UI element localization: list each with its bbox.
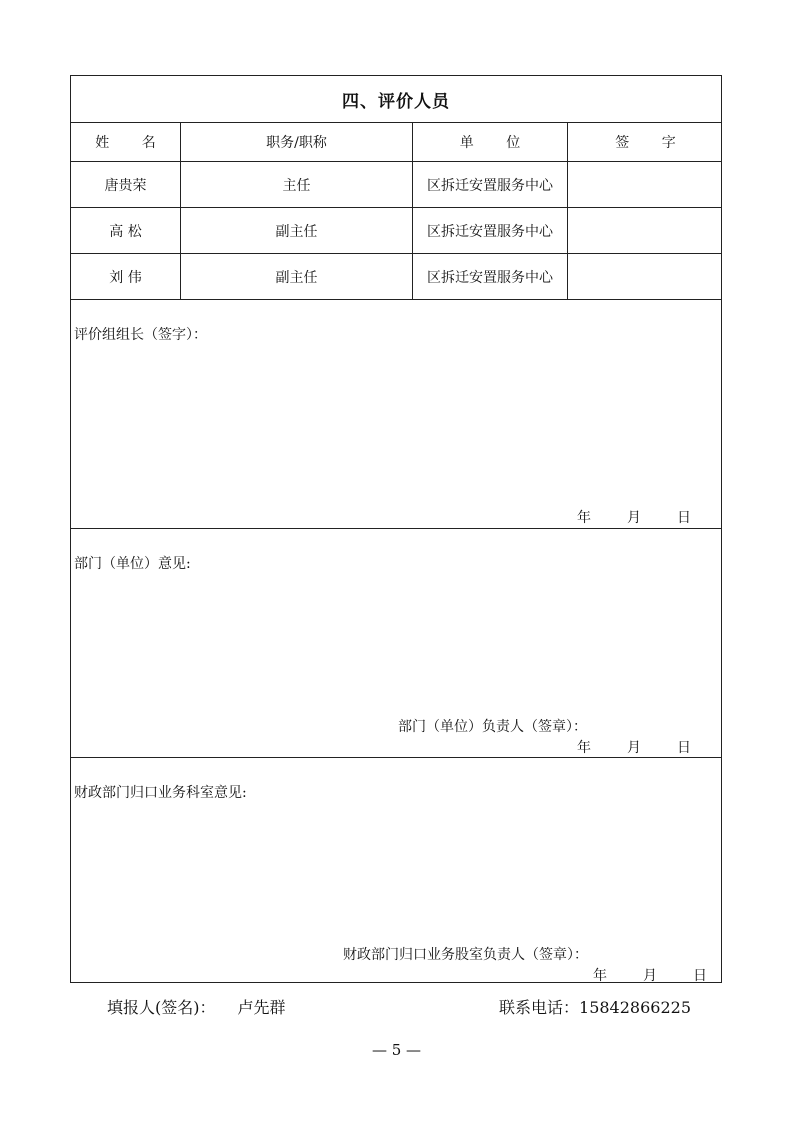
evaluation-form [70,75,722,983]
header-signature: 签 字 [615,135,690,151]
phone-number: 15842866225 [579,998,691,1017]
department-opinion-label: 部门（单位）意见: [74,556,191,572]
header-name: 姓 名 [71,123,181,161]
table-row [71,208,721,254]
page-number: — 5 — [371,1041,422,1059]
phone-label: 联系电话： [499,998,580,1017]
date-month: 月 [627,740,641,756]
finance-date [593,965,707,985]
section-title-row [71,76,721,123]
date-year: 年 [593,968,607,984]
header-unit: 单 位 [413,123,568,161]
table-header-row [71,123,721,162]
filler-name: 卢先群 [237,998,286,1017]
leader-signature-block[interactable] [71,300,721,529]
member-signature-cell[interactable] [568,208,723,253]
leader-date [577,507,691,527]
section-title: 四、评价人员 [342,91,450,112]
date-year: 年 [577,510,591,526]
date-day: 日 [693,968,707,984]
member-position: 副主任 [181,254,413,299]
department-signer-label: 部门（单位）负责人（签章）： [398,719,587,735]
date-month: 月 [627,510,641,526]
member-signature-cell[interactable] [568,162,723,207]
filler-line [107,995,286,1018]
department-opinion-block[interactable] [71,529,721,758]
date-day: 日 [677,510,691,526]
member-position: 主任 [181,162,413,207]
header-position: 职务/职称 [181,123,413,161]
department-date [577,737,691,757]
member-unit: 区拆迁安置服务中心 [413,162,568,207]
date-day: 日 [677,740,691,756]
member-unit: 区拆迁安置服务中心 [413,254,568,299]
finance-opinion-label: 财政部门归口业务科室意见: [74,785,247,801]
member-position: 副主任 [181,208,413,253]
table-row [71,254,721,300]
date-year: 年 [577,740,591,756]
filler-label: 填报人(签名)： [107,998,216,1017]
member-signature-cell[interactable] [568,254,723,299]
member-name: 唐贵荣 [71,162,181,207]
table-row [71,162,721,208]
member-name: 高 松 [71,208,181,253]
member-unit: 区拆迁安置服务中心 [413,208,568,253]
finance-opinion-block[interactable] [71,758,721,984]
date-month: 月 [643,968,657,984]
phone-line [499,995,691,1018]
leader-signature-label: 评价组组长（签字）： [74,327,207,343]
member-name: 刘 伟 [71,254,181,299]
finance-signer-label: 财政部门归口业务股室负责人（签章）： [343,947,588,963]
